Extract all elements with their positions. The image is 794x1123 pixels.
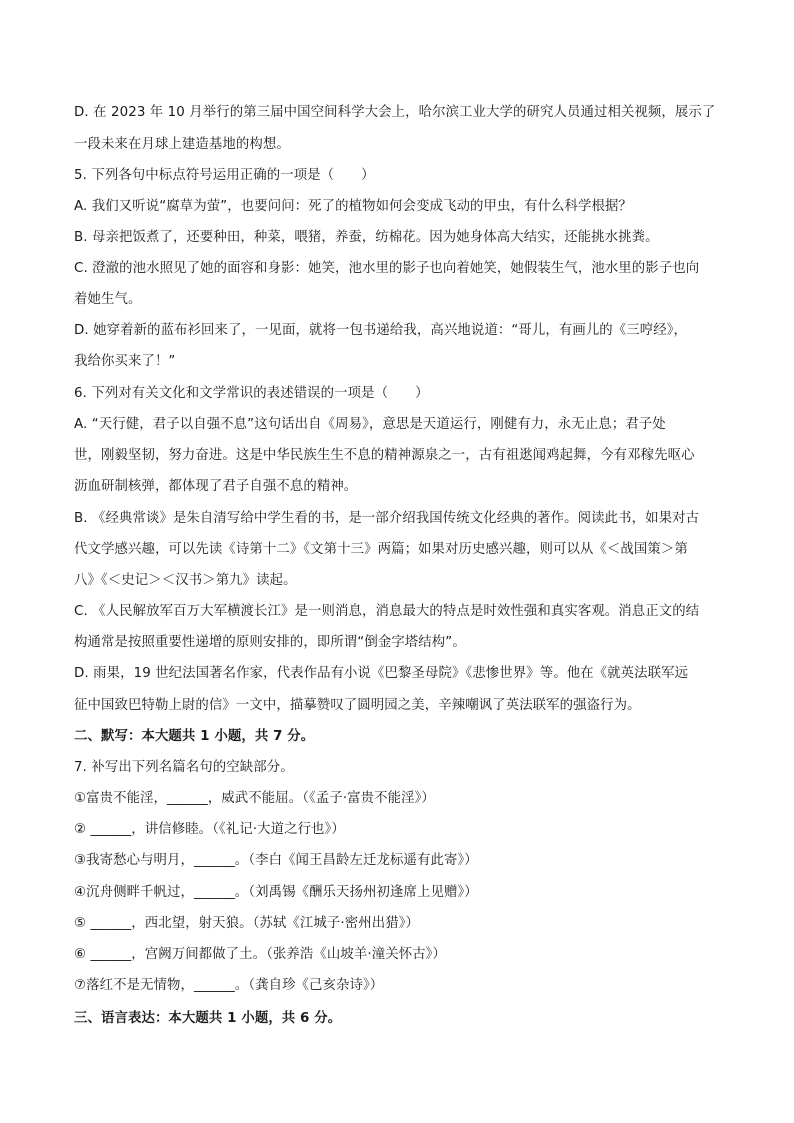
section-2-heading: 二、默写：本大题共 1 小题，共 7 分。 (74, 729, 315, 744)
q7-item-6: ⑥ ______，宫阙万间都做了土。（张养浩《山坡羊·潼关怀古》） (74, 947, 446, 962)
q6-option-a-line-3: 沥血研制核弹，都体现了君子自强不息的精神。 (74, 479, 358, 494)
question-6-stem: 6. 下列对有关文化和文学常识的表述错误的一项是（ ） (74, 386, 429, 401)
question-5-stem: 5. 下列各句中标点符号运用正确的一项是（ ） (74, 168, 375, 183)
q5-option-c-line-2: 着她生气。 (74, 292, 142, 307)
q5-option-b: B. 母亲把饭煮了，还要种田，种菜，喂猪，养蚕，纺棉花。因为她身体高大结实，还能挑水挑粪。 (74, 230, 659, 245)
q7-item-1: ①富贵不能淫，______，威武不能屈。（《孟子·富贵不能淫》） (74, 791, 435, 806)
q6-option-b-line-1: B. 《经典常谈》是朱自清写给中学生看的书，是一部介绍我国传统文化经典的著作。阅读此书，如果对古 (74, 511, 700, 526)
q5-option-d-line-1: D. 她穿着新的蓝布衫回来了，一见面，就将一包书递给我，高兴地说道：“哥儿，有画儿的《三哼经》， (74, 323, 688, 338)
q7-item-4: ④沉舟侧畔千帆过，______。（刘禹锡《酬乐天扬州初逢席上见赠》） (74, 885, 478, 900)
q6-option-b-line-2: 代文学感兴趣，可以先读《诗第十二》《文第十三》两篇；如果对历史感兴趣，则可以从《＜战国策＞第 (74, 542, 688, 557)
q5-option-a: A. 我们又听说“腐草为萤”，也要问问：死了的植物如何会变成飞动的甲虫，有什么科学根据？ (74, 199, 632, 214)
q7-item-5: ⑤ ______，西北望，射天狼。（苏轼《江城子·密州出猎》） (74, 916, 419, 931)
q7-item-7: ⑦落红不是无情物，______。（龚自珍《己亥杂诗》） (74, 978, 384, 993)
option-d-line-1: D. 在 2023 年 10 月举行的第三届中国空间科学大会上，哈尔滨工业大学的研究人员通过相关视频，展示了 (74, 105, 716, 120)
q6-option-c-line-2: 构通常是按照重要性递增的原则安排的，即所谓“倒金字塔结构”。 (74, 635, 466, 650)
q5-option-c-line-1: C. 澄澈的池水照见了她的面容和身影：她笑，池水里的影子也向着她笑，她假装生气，池水里的影子也向 (74, 261, 700, 276)
question-7-stem: 7. 补写出下列名篇名句的空缺部分。 (74, 760, 294, 775)
q6-option-b-line-3: 八》《＜史记＞＜汉书＞第九》读起。 (74, 573, 297, 588)
option-d-line-2: 一段未来在月球上建造基地的构想。 (74, 137, 290, 152)
q7-item-3: ③我寄愁心与明月，______。（李白《闻王昌龄左迁龙标遥有此寄》） (74, 853, 478, 868)
q7-item-2: ② ______，讲信修睦。（《礼记·大道之行也》） (74, 822, 345, 837)
q5-option-d-line-2: 我给你买来了！” (74, 354, 176, 369)
q6-option-c-line-1: C. 《人民解放军百万大军横渡长江》是一则消息，消息最大的特点是时效性强和真实客观。消息正文的结 (74, 604, 700, 619)
q6-option-a-line-1: A. “天行健，君子以自强不息”这句话出自《周易》，意思是天道运行，刚健有力，永无止息；君子处 (74, 417, 666, 432)
q6-option-d-line-1: D. 雨果，19 世纪法国著名作家，代表作品有小说《巴黎圣母院》《悲惨世界》等。他在《就英法联军远 (74, 666, 689, 681)
section-3-heading: 三、语言表达：本大题共 1 小题，共 6 分。 (74, 1011, 342, 1026)
q6-option-a-line-2: 世，刚毅坚韧，努力奋进。这是中华民族生生不息的精神源泉之一，古有祖逖闻鸡起舞，今有邓稼先呕心 (74, 448, 695, 463)
q6-option-d-line-2: 征中国致巴特勒上尉的信》一文中，描摹赞叹了圆明园之美，辛辣嘲讽了英法联军的强盗行为。 (74, 698, 641, 713)
